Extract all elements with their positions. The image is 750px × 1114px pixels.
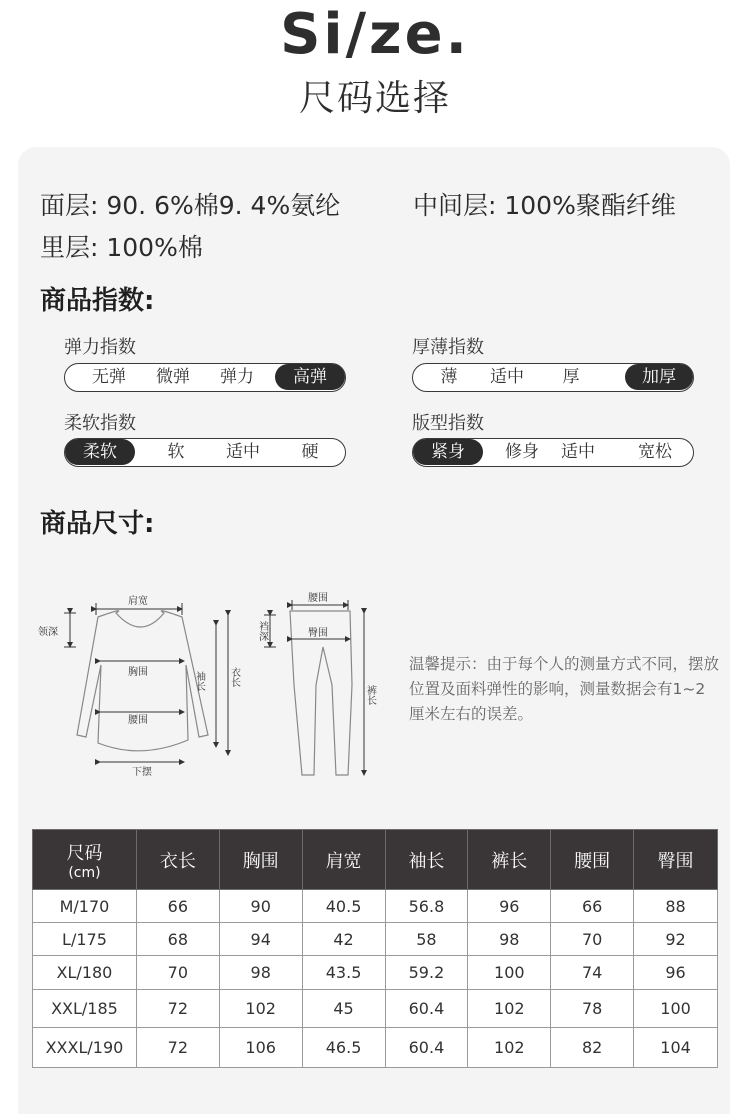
table-row (33, 890, 718, 923)
table-cell: XXXL/190 (33, 1028, 137, 1068)
index-option: 适中 (226, 442, 260, 462)
table-cell: 42 (302, 923, 385, 956)
table-cell: 94 (219, 923, 302, 956)
table-header-row (33, 830, 718, 890)
table-cell: 102 (468, 1028, 551, 1068)
header-size (33, 830, 137, 890)
table-cell: 106 (219, 1028, 302, 1068)
table-cell: 78 (551, 990, 634, 1028)
fit-index-scale (412, 438, 694, 467)
table-cell: 68 (136, 923, 219, 956)
header-cell: 裤长 (468, 830, 551, 890)
measurement-tip: 温馨提示：由于每个人的测量方式不同，摆放位置及面料弹性的影响，测量数据会有1~2厘米左右的误差。 (409, 655, 720, 723)
header-cell: 衣长 (136, 830, 219, 890)
table-cell: 96 (634, 956, 718, 990)
table-cell: 102 (468, 990, 551, 1028)
table-cell: 100 (468, 956, 551, 990)
header-cell: 胸围 (219, 830, 302, 890)
index-option: 弹力 (220, 367, 254, 387)
measurement-diagram (36, 585, 396, 785)
table-cell: 88 (634, 890, 718, 923)
label-neck-depth: 领深 (38, 627, 58, 638)
size-section-title: 商品尺寸: (40, 509, 155, 539)
label-hip: 臀围 (308, 628, 328, 639)
index-section-title: 商品指数: (40, 286, 155, 316)
index-option: 厚 (562, 367, 580, 387)
table-cell: 98 (468, 923, 551, 956)
label-sleeve: 袖长 (193, 671, 205, 691)
table-cell: 46.5 (302, 1028, 385, 1068)
table-cell: 40.5 (302, 890, 385, 923)
table-cell: 100 (634, 990, 718, 1028)
table-cell: 74 (551, 956, 634, 990)
table-cell: 45 (302, 990, 385, 1028)
table-cell: 90 (219, 890, 302, 923)
index-option-selected: 紧身 (413, 439, 483, 465)
table-cell: 92 (634, 923, 718, 956)
label-shoulder: 肩宽 (128, 596, 148, 607)
label-length: 衣长 (228, 667, 240, 687)
table-cell: 96 (468, 890, 551, 923)
table-row (33, 1028, 718, 1068)
table-cell: 66 (136, 890, 219, 923)
index-option-selected: 高弹 (275, 364, 345, 390)
header-size-label: 尺码 (66, 842, 103, 864)
table-cell: 82 (551, 1028, 634, 1068)
table-cell: 104 (634, 1028, 718, 1068)
index-option: 硬 (301, 442, 319, 462)
index-option-selected: 柔软 (65, 439, 135, 465)
fit-index-label: 版型指数 (412, 413, 484, 434)
table-cell: L/175 (33, 923, 137, 956)
label-pants-length: 裤长 (364, 685, 376, 705)
label-pants-waist: 腰围 (308, 593, 328, 604)
table-cell: 56.8 (385, 890, 468, 923)
header-cell: 臀围 (634, 830, 718, 890)
index-option: 宽松 (638, 442, 672, 462)
table-cell: M/170 (33, 890, 137, 923)
thickness-index-label: 厚薄指数 (412, 337, 484, 358)
material-lining: 里层: 100%棉 (40, 233, 203, 262)
size-table (32, 829, 718, 1068)
index-option-selected: 加厚 (625, 364, 693, 390)
table-cell: 72 (136, 990, 219, 1028)
label-chest: 胸围 (128, 667, 148, 678)
table-cell: 70 (551, 923, 634, 956)
table-cell: 70 (136, 956, 219, 990)
elasticity-index-label: 弹力指数 (64, 337, 136, 358)
table-cell: XXL/185 (33, 990, 137, 1028)
label-crotch: 裆深 (256, 621, 268, 641)
table-cell: 102 (219, 990, 302, 1028)
header-size-unit: (cm) (68, 864, 101, 881)
header-cell: 肩宽 (302, 830, 385, 890)
label-hem: 下摆 (132, 767, 152, 778)
softness-index-scale (64, 438, 346, 467)
softness-index-label: 柔软指数 (64, 413, 136, 434)
page-subtitle: 尺码选择 (298, 78, 451, 119)
material-middle: 中间层: 100%聚酯纤维 (413, 191, 676, 220)
header-cell: 袖长 (385, 830, 468, 890)
table-row (33, 956, 718, 990)
elasticity-index-scale (64, 363, 346, 392)
table-cell: 60.4 (385, 1028, 468, 1068)
table-cell: 60.4 (385, 990, 468, 1028)
index-option: 无弹 (92, 367, 126, 387)
index-option: 软 (167, 442, 185, 462)
page-title: Si/ze. (280, 2, 470, 67)
table-cell: 98 (219, 956, 302, 990)
material-surface: 面层: 90. 6%棉9. 4%氨纶 (40, 191, 341, 220)
table-cell: 72 (136, 1028, 219, 1068)
table-cell: XL/180 (33, 956, 137, 990)
index-option: 适中 (490, 367, 524, 387)
table-cell: 66 (551, 890, 634, 923)
table-row (33, 923, 718, 956)
label-waist: 腰围 (128, 715, 148, 726)
index-option: 微弹 (156, 367, 190, 387)
table-cell: 58 (385, 923, 468, 956)
shirt-outline (77, 611, 208, 751)
table-row (33, 990, 718, 1028)
table-cell: 59.2 (385, 956, 468, 990)
index-option: 适中 (561, 442, 595, 462)
thickness-index-scale (412, 363, 694, 392)
index-option: 修身 (505, 442, 539, 462)
table-cell: 43.5 (302, 956, 385, 990)
index-option: 薄 (440, 367, 458, 387)
header-cell: 腰围 (551, 830, 634, 890)
